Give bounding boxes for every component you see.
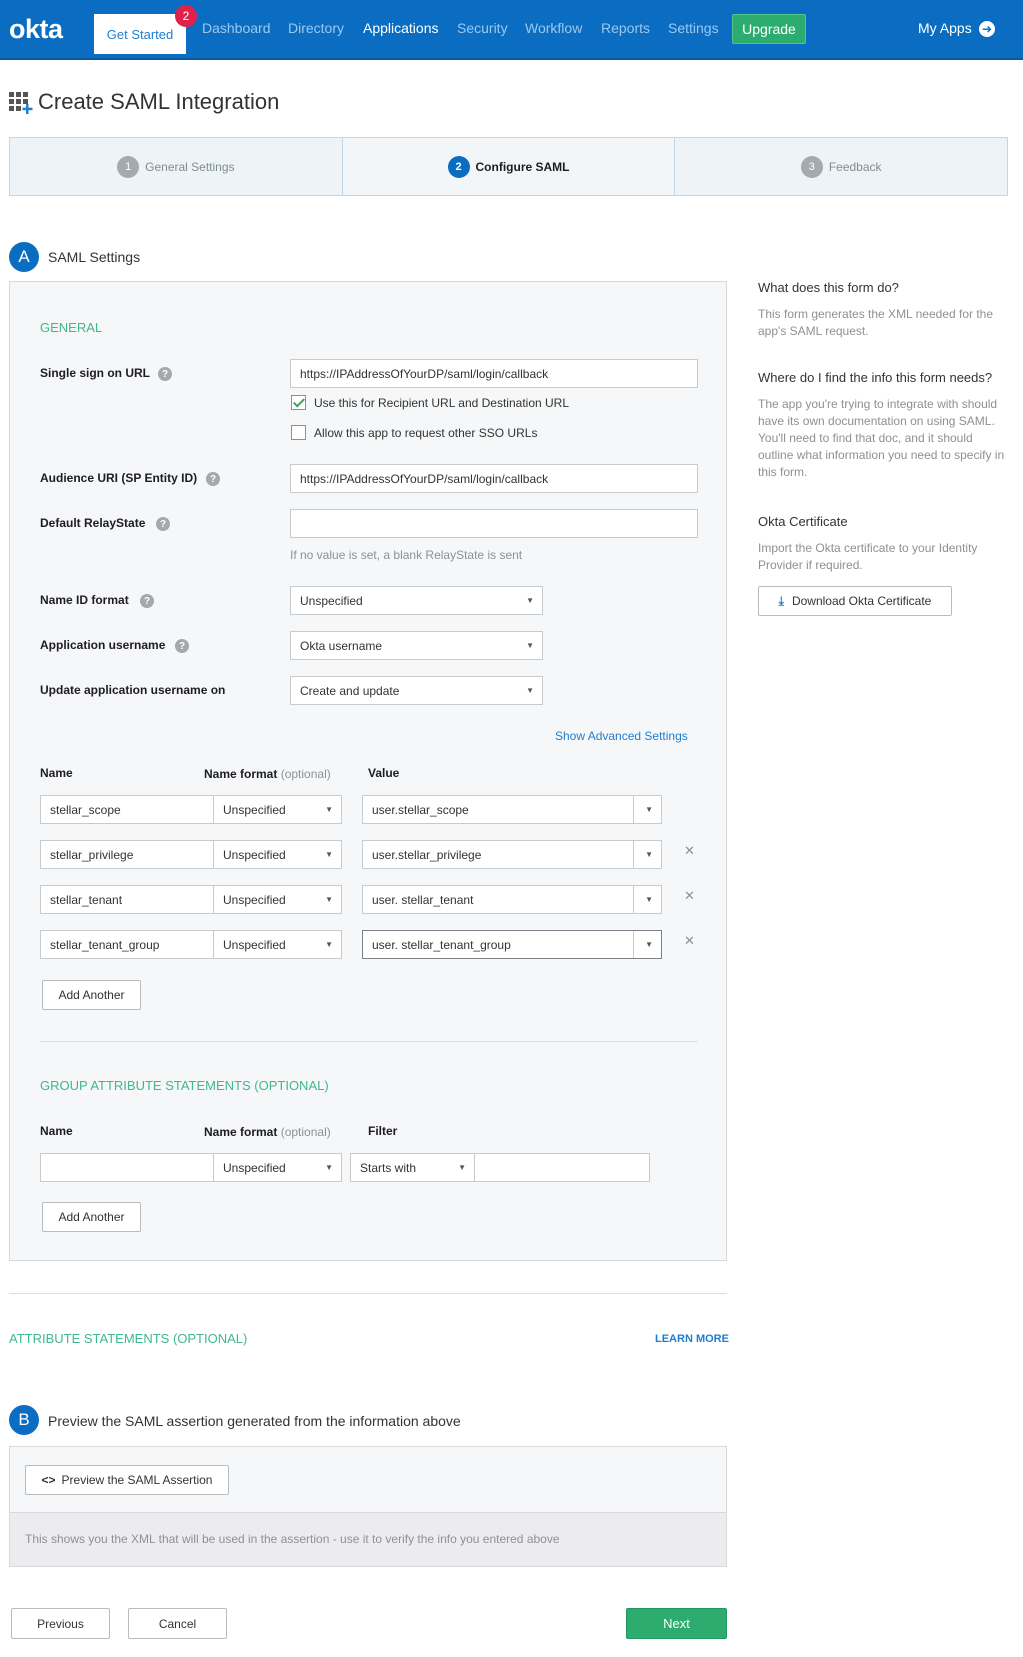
attribute-value-combobox[interactable] xyxy=(362,885,662,914)
group-column-name-format-header xyxy=(204,1125,331,1139)
okta-certificate-text: Import the Okta certificate to your Identity Provider if required. xyxy=(758,541,978,572)
help-icon[interactable]: ? xyxy=(158,367,172,381)
nav-directory[interactable]: Directory xyxy=(288,20,345,36)
preview-saml-assertion-button[interactable] xyxy=(25,1465,229,1495)
group-filter-type-select[interactable] xyxy=(350,1153,475,1182)
section-a-badge: A xyxy=(9,242,39,272)
group-column-filter-header: Filter xyxy=(368,1124,398,1138)
nav-security[interactable]: Security xyxy=(457,20,508,36)
column-name-format-label: Name format xyxy=(204,767,278,781)
attribute-value-text: user.stellar_scope xyxy=(372,802,469,817)
optional-label: (optional) xyxy=(280,767,331,781)
group-filter-value-input[interactable] xyxy=(474,1153,650,1182)
attribute-format-value: Unspecified xyxy=(223,802,286,817)
section-divider xyxy=(40,1041,698,1042)
caret-down-icon: ▼ xyxy=(526,641,534,650)
page-title: Create SAML Integration xyxy=(38,89,280,114)
update-username-select[interactable] xyxy=(290,676,543,705)
application-username-select[interactable] xyxy=(290,631,543,660)
saml-settings-panel xyxy=(9,281,727,1261)
get-started-button[interactable]: Get Started xyxy=(94,14,186,54)
help-icon[interactable]: ? xyxy=(156,517,170,531)
application-username-label: Application username xyxy=(40,638,166,652)
caret-down-icon: ▼ xyxy=(645,895,653,904)
download-icon: ⤓ xyxy=(778,593,784,608)
arrow-right-circle-icon[interactable]: ➜ xyxy=(979,21,995,37)
notification-badge: 2 xyxy=(175,5,197,27)
step-number: 3 xyxy=(801,156,823,178)
attribute-format-value: Unspecified xyxy=(223,937,286,952)
group-format-select[interactable] xyxy=(213,1153,342,1182)
attribute-name-input[interactable]: stellar_tenant xyxy=(40,885,214,914)
section-b-badge: B xyxy=(9,1405,39,1435)
attribute-format-select[interactable] xyxy=(213,795,342,824)
my-apps-link[interactable]: My Apps xyxy=(918,20,972,36)
combobox-divider xyxy=(633,931,634,958)
nav-dashboard[interactable]: Dashboard xyxy=(202,20,271,36)
app-grid-add-icon xyxy=(9,92,33,114)
caret-down-icon: ▼ xyxy=(325,940,333,949)
cancel-button[interactable]: Cancel xyxy=(128,1608,227,1639)
preview-hint: This shows you the XML that will be used in the assertion - use it to verify the info you entered above xyxy=(25,1532,560,1546)
download-certificate-label: Download Okta Certificate xyxy=(791,594,932,608)
attribute-value-combobox[interactable] xyxy=(362,795,662,824)
sidebar-answer-form: This form generates the XML needed for the app's SAML request. xyxy=(758,307,994,338)
caret-down-icon: ▼ xyxy=(645,940,653,949)
audience-uri-input[interactable]: https://IPAddressOfYourDP/saml/login/callback xyxy=(290,464,698,493)
remove-attribute-icon[interactable]: ✕ xyxy=(684,933,695,948)
nav-reports[interactable]: Reports xyxy=(601,20,651,36)
caret-down-icon: ▼ xyxy=(325,850,333,859)
other-sso-checkbox-label: Allow this app to request other SSO URLs xyxy=(314,426,538,440)
preview-button-label: Preview the SAML Assertion xyxy=(61,1473,213,1487)
attribute-name-input[interactable]: stellar_scope xyxy=(40,795,214,824)
relay-state-input[interactable] xyxy=(290,509,698,538)
attribute-statements-heading: ATTRIBUTE STATEMENTS (OPTIONAL) xyxy=(9,1331,248,1346)
attribute-format-select[interactable] xyxy=(213,930,342,959)
step-label: General Settings xyxy=(145,159,235,174)
caret-down-icon: ▼ xyxy=(526,596,534,605)
show-advanced-settings-link[interactable]: Show Advanced Settings xyxy=(555,729,688,743)
attribute-value-text: user.stellar_privilege xyxy=(372,847,482,862)
sidebar-answer-info: The app you're trying to integrate with should have its own documentation on using SAML. You'll need to find that doc, and it should outline what information you need to specify in this form. xyxy=(758,397,1005,479)
add-another-attribute-button[interactable]: Add Another xyxy=(42,980,141,1010)
attribute-format-select[interactable] xyxy=(213,840,342,869)
attribute-format-value: Unspecified xyxy=(223,847,286,862)
caret-down-icon: ▼ xyxy=(325,895,333,904)
attribute-format-select[interactable] xyxy=(213,885,342,914)
preview-panel xyxy=(9,1446,727,1567)
application-username-value: Okta username xyxy=(300,638,383,653)
column-value-header: Value xyxy=(368,766,400,780)
caret-down-icon: ▼ xyxy=(325,1163,333,1172)
caret-down-icon: ▼ xyxy=(526,686,534,695)
help-icon[interactable]: ? xyxy=(140,594,154,608)
update-username-label: Update application username on xyxy=(40,683,226,697)
step-label: Configure SAML xyxy=(475,159,570,174)
attribute-value-combobox[interactable] xyxy=(362,930,662,959)
caret-down-icon: ▼ xyxy=(458,1163,466,1172)
recipient-url-checkbox-label: Use this for Recipient URL and Destination URL xyxy=(314,396,570,410)
remove-attribute-icon[interactable]: ✕ xyxy=(684,888,695,903)
caret-down-icon: ▼ xyxy=(325,805,333,814)
attribute-value-combobox[interactable] xyxy=(362,840,662,869)
caret-down-icon: ▼ xyxy=(645,850,653,859)
learn-more-link[interactable]: LEARN MORE xyxy=(655,1333,729,1345)
column-name-header: Name xyxy=(40,766,73,780)
sso-url-label: Single sign on URL xyxy=(40,366,150,380)
combobox-divider xyxy=(633,841,634,868)
section-divider xyxy=(9,1293,727,1294)
sidebar-question-info: Where do I find the info this form needs? xyxy=(758,370,993,385)
step-number: 1 xyxy=(117,156,139,178)
code-icon: <> xyxy=(41,1473,56,1487)
name-id-format-select[interactable] xyxy=(290,586,543,615)
top-navbar xyxy=(0,0,1023,60)
recipient-url-checkbox[interactable] xyxy=(291,395,306,410)
combobox-divider xyxy=(633,796,634,823)
add-another-group-button[interactable]: Add Another xyxy=(42,1202,141,1232)
name-id-format-value: Unspecified xyxy=(300,593,363,608)
group-column-name-header: Name xyxy=(40,1124,73,1138)
relay-state-label: Default RelayState xyxy=(40,516,146,530)
group-filter-type-value: Starts with xyxy=(360,1160,417,1175)
step-label: Feedback xyxy=(828,159,882,174)
help-icon[interactable]: ? xyxy=(175,639,189,653)
general-heading: GENERAL xyxy=(40,320,103,335)
other-sso-checkbox[interactable] xyxy=(291,425,306,440)
optional-label: (optional) xyxy=(280,1125,331,1139)
download-certificate-button[interactable] xyxy=(758,586,952,616)
group-attribute-heading: GROUP ATTRIBUTE STATEMENTS (OPTIONAL) xyxy=(40,1078,329,1093)
audience-uri-label: Audience URI (SP Entity ID) xyxy=(40,471,198,485)
attribute-value-text: user. stellar_tenant_group xyxy=(372,937,511,952)
remove-attribute-icon[interactable]: ✕ xyxy=(684,843,695,858)
attribute-value-text: user. stellar_tenant xyxy=(372,892,474,907)
attribute-name-input[interactable]: stellar_privilege xyxy=(40,840,214,869)
preview-section-title: Preview the SAML assertion generated from the information above xyxy=(48,1413,461,1429)
group-column-name-format-label: Name format xyxy=(204,1125,278,1139)
wizard-step-feedback xyxy=(675,138,1007,195)
wizard-step-configure-saml xyxy=(343,138,676,195)
step-number: 2 xyxy=(448,156,470,178)
wizard-steps xyxy=(9,137,1008,196)
preview-panel-top xyxy=(10,1447,726,1513)
sso-url-input[interactable]: https://IPAddressOfYourDP/saml/login/callback xyxy=(290,359,698,388)
group-format-value: Unspecified xyxy=(223,1160,286,1175)
caret-down-icon: ▼ xyxy=(645,805,653,814)
preview-panel-hint-area xyxy=(10,1513,726,1566)
attribute-format-value: Unspecified xyxy=(223,892,286,907)
nav-workflow[interactable]: Workflow xyxy=(525,20,583,36)
column-name-format-header xyxy=(204,767,331,781)
saml-settings-title: SAML Settings xyxy=(48,249,141,265)
next-button[interactable]: Next xyxy=(626,1608,727,1639)
attribute-name-input[interactable]: stellar_tenant_group xyxy=(40,930,214,959)
combobox-divider xyxy=(633,886,634,913)
nav-settings[interactable]: Settings xyxy=(668,20,719,36)
previous-button[interactable]: Previous xyxy=(11,1608,110,1639)
name-id-format-label: Name ID format xyxy=(40,593,129,607)
upgrade-button[interactable]: Upgrade xyxy=(732,14,806,44)
relay-state-hint: If no value is set, a blank RelayState is sent xyxy=(290,548,523,562)
okta-logo[interactable]: okta xyxy=(9,14,63,44)
sidebar-question-form: What does this form do? xyxy=(758,280,899,295)
help-icon[interactable]: ? xyxy=(206,472,220,486)
group-name-input[interactable] xyxy=(40,1153,214,1182)
update-username-value: Create and update xyxy=(300,683,400,698)
nav-applications[interactable]: Applications xyxy=(363,20,439,36)
okta-certificate-heading: Okta Certificate xyxy=(758,514,848,529)
wizard-step-general-settings xyxy=(10,138,343,195)
